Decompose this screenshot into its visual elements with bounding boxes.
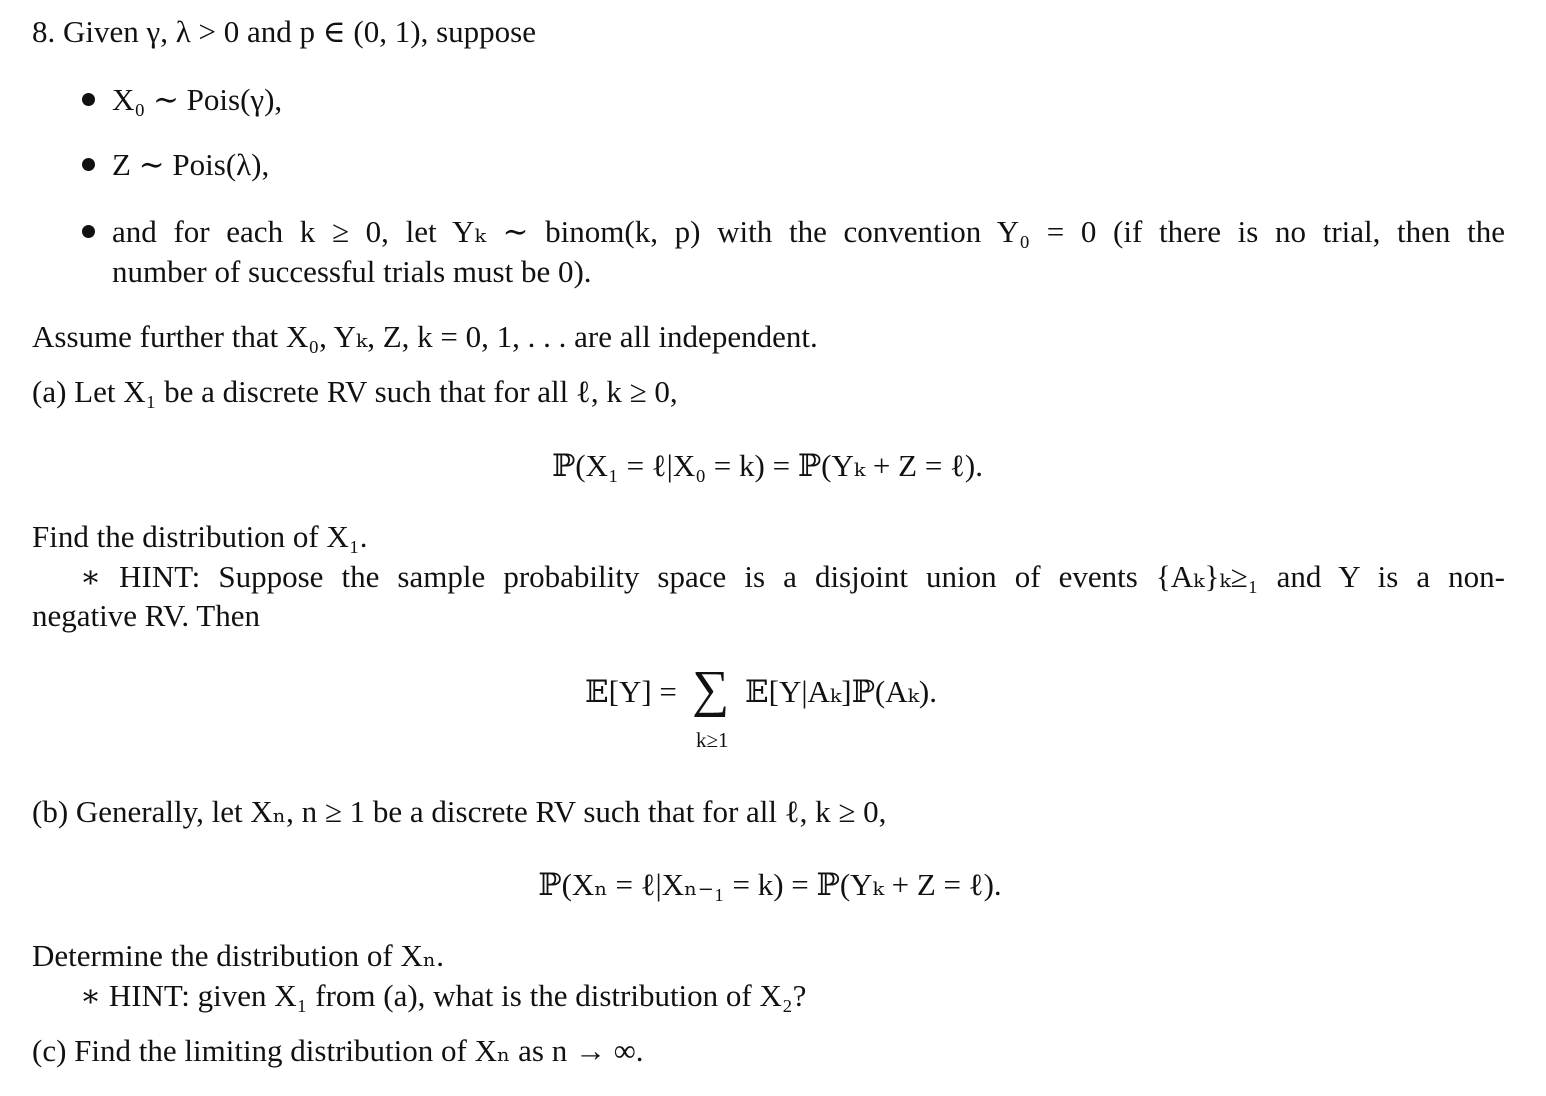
part-b-statement: (b) Generally, let Xₙ, n ≥ 1 be a discrete RV such that for all ℓ, k ≥ 0, bbox=[32, 794, 887, 829]
independence-assumption: Assume further that X₀, Yₖ, Z, k = 0, 1, . . . are all independent. bbox=[32, 319, 818, 354]
part-a-task: Find the distribution of X₁. bbox=[32, 519, 368, 554]
bullet-dot-1 bbox=[82, 93, 95, 106]
bullet-dot-3 bbox=[82, 225, 95, 238]
summation-symbol: ∑ bbox=[692, 661, 730, 718]
part-a-hint-line-1: ∗ HINT: Suppose the sample probability space is a disjoint union of events {Aₖ}ₖ≥₁ and Y is a non- bbox=[80, 559, 1505, 594]
part-b-task: Determine the distribution of Xₙ. bbox=[32, 938, 445, 973]
bullet-yk-line-2: number of successful trials must be 0). bbox=[112, 254, 592, 289]
part-b-equation: ℙ(Xₙ = ℓ|Xₙ₋₁ = k) = ℙ(Yₖ + Z = ℓ). bbox=[538, 867, 1002, 902]
bullet-z-distribution: Z ∼ Pois(λ), bbox=[112, 147, 270, 182]
bullet-yk-line-1: and for each k ≥ 0, let Yₖ ∼ binom(k, p) with the convention Y₀ = 0 (if there is no trial, then the bbox=[112, 214, 1505, 249]
summation-index: k≥1 bbox=[696, 728, 729, 752]
part-a-hint-line-2: negative RV. Then bbox=[32, 598, 260, 633]
part-a-statement: (a) Let X₁ be a discrete RV such that for all ℓ, k ≥ 0, bbox=[32, 374, 678, 409]
hint-equation-right: 𝔼[Y|Aₖ]ℙ(Aₖ). bbox=[745, 674, 937, 709]
bullet-x0-distribution: X₀ ∼ Pois(γ), bbox=[112, 82, 283, 117]
problem-intro: 8. Given γ, λ > 0 and p ∈ (0, 1), suppose bbox=[32, 14, 536, 49]
part-c-statement: (c) Find the limiting distribution of Xₙ as n → ∞. bbox=[32, 1033, 644, 1068]
hint-equation-left: 𝔼[Y] = bbox=[585, 674, 677, 709]
part-a-equation: ℙ(X₁ = ℓ|X₀ = k) = ℙ(Yₖ + Z = ℓ). bbox=[551, 448, 983, 483]
part-b-hint: ∗ HINT: given X₁ from (a), what is the distribution of X₂? bbox=[80, 978, 807, 1013]
bullet-dot-2 bbox=[82, 158, 95, 171]
